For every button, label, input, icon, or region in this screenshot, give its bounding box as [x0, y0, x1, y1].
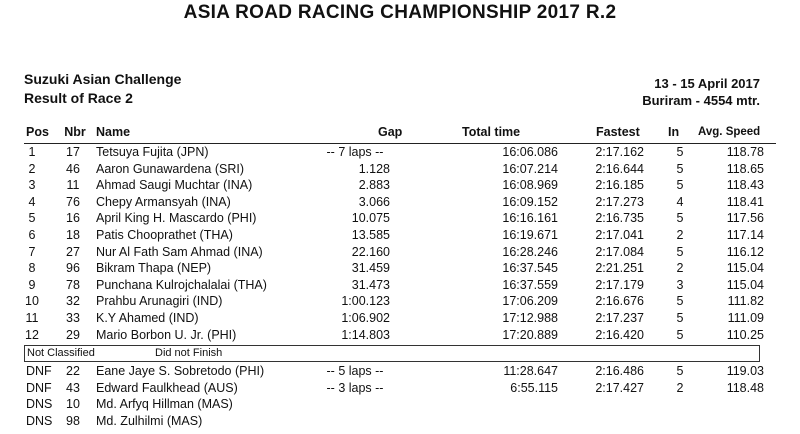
page-title: ASIA ROAD RACING CHAMPIONSHIP 2017 R.2: [183, 2, 617, 23]
result-total-time: 16:28.246: [502, 244, 558, 259]
table-row: [0, 195, 800, 212]
result-pos: 1: [28, 145, 36, 159]
table-row: [0, 364, 800, 381]
result-fastest-in-lap: 5: [676, 145, 684, 159]
rider-name: April King H. Mascardo (PHI): [96, 211, 257, 226]
rider-name: Chepy Armansyah (INA): [96, 194, 231, 209]
result-fastest-lap: 2:16.644: [595, 161, 644, 176]
result-gap: 1:06.902: [341, 310, 390, 325]
result-avg-speed: 118.43: [726, 178, 764, 193]
result-gap: 31.473: [351, 277, 390, 292]
rider-name: Eane Jaye S. Sobretodo (PHI): [96, 364, 265, 379]
table-row: [0, 245, 800, 262]
result-avg-speed: 118.78: [726, 145, 764, 159]
result-nbr: 22: [66, 364, 80, 379]
event-venue: Buriram - 4554 mtr.: [642, 93, 760, 108]
result-gap: 13.585: [351, 227, 390, 242]
rider-name: Mario Borbon U. Jr. (PHI): [96, 327, 237, 342]
result-fastest-in-lap: 5: [676, 161, 684, 176]
result-fastest-lap: 2:21.251: [595, 261, 644, 276]
result-nbr: 16: [66, 211, 80, 226]
result-nbr: 76: [66, 194, 80, 209]
result-fastest-in-lap: 5: [676, 178, 684, 193]
result-pos: 10: [25, 294, 39, 309]
result-nbr: 46: [66, 161, 80, 176]
result-avg-speed: 115.04: [726, 277, 764, 292]
result-nbr: 17: [66, 145, 80, 159]
result-gap: 1.128: [358, 161, 390, 176]
result-nbr: 32: [66, 294, 80, 309]
rider-name: Edward Faulkhead (AUS): [96, 380, 238, 395]
result-avg-speed: 116.12: [726, 244, 764, 259]
table-row: [0, 294, 800, 311]
result-pos: DNS: [26, 413, 53, 428]
result-fastest-lap: 2:16.185: [595, 178, 644, 193]
result-pos: 12: [25, 327, 39, 342]
result-gap: 2.883: [358, 178, 390, 193]
result-nbr: 29: [66, 327, 80, 342]
result-fastest-in-lap: 2: [676, 261, 684, 276]
table-row: [0, 414, 800, 431]
table-row: [0, 278, 800, 295]
result-nbr: 43: [66, 380, 80, 395]
col-fastest: Fastest: [596, 125, 640, 139]
rider-name: Punchana Kulrojchalalai (THA): [96, 277, 267, 292]
result-nbr: 33: [66, 310, 80, 325]
result-total-time: 16:19.671: [502, 227, 558, 242]
result-total-time: 16:07.214: [502, 161, 558, 176]
result-fastest-lap: 2:17.273: [595, 194, 644, 209]
result-fastest-lap: 2:17.084: [595, 244, 644, 259]
result-total-time: 11:28.647: [503, 364, 558, 379]
result-avg-speed: 110.25: [726, 327, 764, 342]
results-column-headers: [0, 125, 800, 141]
table-row: [0, 261, 800, 278]
result-total-time: 16:37.545: [502, 261, 558, 276]
result-fastest-lap: 2:16.420: [595, 327, 644, 342]
result-total-time: 6:55.115: [510, 380, 558, 395]
result-fastest-in-lap: 2: [676, 227, 684, 242]
rider-name: Prahbu Arunagiri (IND): [96, 294, 223, 309]
result-pos: 5: [28, 211, 36, 226]
col-pos: Pos: [26, 125, 49, 139]
header-divider: [24, 143, 776, 144]
class-name: Suzuki Asian Challenge: [24, 71, 182, 87]
result-total-time: 16:09.152: [502, 194, 558, 209]
classified-rows: [0, 145, 800, 344]
result-fastest-lap: 2:17.179: [595, 277, 644, 292]
result-total-time: 17:06.209: [502, 294, 558, 309]
result-fastest-in-lap: 2: [676, 380, 684, 395]
rider-name: Aaron Gunawardena (SRI): [96, 161, 244, 176]
result-avg-speed: 117.56: [726, 211, 764, 226]
result-fastest-lap: 2:17.162: [595, 145, 644, 159]
not-classified-rows: [0, 364, 800, 430]
result-gap: 3.066: [358, 194, 390, 209]
result-nbr: 18: [66, 227, 80, 242]
table-row: [0, 145, 800, 162]
event-header: [24, 70, 181, 108]
result-pos: 9: [28, 277, 36, 292]
table-row: [0, 162, 800, 179]
result-avg-speed: 118.65: [726, 161, 764, 176]
result-total-time: 17:20.889: [502, 327, 558, 342]
result-fastest-in-lap: 4: [676, 194, 684, 209]
result-pos: DNF: [26, 380, 52, 395]
col-avg-speed: Avg. Speed: [698, 126, 761, 138]
result-pos: 2: [28, 161, 36, 176]
rider-name: Patis Chooprathet (THA): [96, 227, 233, 242]
col-name: Name: [96, 125, 131, 139]
result-avg-speed: 119.03: [726, 364, 764, 379]
result-fastest-in-lap: 5: [676, 211, 684, 226]
result-fastest-in-lap: 5: [676, 364, 684, 379]
result-gap: 1:00.123: [341, 294, 390, 309]
col-gap: Gap: [378, 125, 403, 139]
event-dates: 13 - 15 April 2017: [654, 76, 760, 91]
session-name: Result of Race 2: [24, 90, 133, 106]
not-classified-bar: [24, 345, 760, 362]
result-nbr: 96: [66, 261, 80, 276]
col-in: In: [668, 125, 680, 139]
result-avg-speed: 118.48: [726, 380, 764, 395]
result-pos: 11: [25, 310, 39, 325]
rider-name: Md. Arfyq Hillman (MAS): [96, 397, 233, 412]
not-classified-status: Did not Finish: [155, 347, 223, 360]
table-row: [0, 397, 800, 414]
result-nbr: 78: [66, 277, 80, 292]
result-total-time: 16:06.086: [502, 145, 558, 159]
result-pos: 7: [28, 244, 36, 259]
not-classified-label: Not Classified: [27, 347, 95, 360]
rider-name: Bikram Thapa (NEP): [96, 261, 212, 276]
result-gap: 10.075: [351, 211, 390, 226]
result-pos: DNS: [26, 397, 53, 412]
result-gap: -- 7 laps --: [326, 145, 384, 159]
result-pos: 4: [28, 194, 36, 209]
result-fastest-in-lap: 5: [676, 327, 684, 342]
table-row: [0, 178, 800, 195]
result-fastest-lap: 2:17.427: [595, 380, 644, 395]
result-pos: 6: [28, 227, 36, 242]
result-fastest-lap: 2:17.237: [595, 310, 644, 325]
result-total-time: 17:12.988: [502, 310, 558, 325]
result-avg-speed: 117.14: [726, 227, 764, 242]
result-gap: -- 3 laps --: [326, 380, 384, 395]
result-fastest-in-lap: 5: [676, 244, 684, 259]
result-avg-speed: 111.82: [727, 294, 764, 309]
result-fastest-lap: 2:17.041: [595, 227, 644, 242]
result-fastest-lap: 2:16.486: [595, 364, 644, 379]
table-row: [0, 228, 800, 245]
result-pos: DNF: [26, 364, 52, 379]
result-pos: 3: [28, 178, 36, 193]
result-nbr: 27: [66, 244, 80, 259]
rider-name: Tetsuya Fujita (JPN): [96, 145, 209, 159]
result-pos: 8: [28, 261, 36, 276]
result-avg-speed: 111.09: [727, 310, 764, 325]
result-nbr: 10: [66, 397, 80, 412]
rider-name: Nur Al Fath Sam Ahmad (INA): [96, 244, 263, 259]
table-row: [0, 211, 800, 228]
result-total-time: 16:37.559: [502, 277, 558, 292]
rider-name: K.Y Ahamed (IND): [96, 310, 199, 325]
result-avg-speed: 115.04: [726, 261, 764, 276]
result-gap: 22.160: [351, 244, 390, 259]
table-row: [0, 311, 800, 328]
col-nbr: Nbr: [64, 125, 86, 139]
result-avg-speed: 118.41: [726, 194, 764, 209]
table-row: [0, 328, 800, 345]
col-total-time: Total time: [462, 125, 521, 139]
result-fastest-in-lap: 5: [676, 310, 684, 325]
result-gap: -- 5 laps --: [326, 364, 384, 379]
result-fastest-lap: 2:16.735: [595, 211, 644, 226]
result-total-time: 16:08.969: [502, 178, 558, 193]
result-total-time: 16:16.161: [502, 211, 558, 226]
rider-name: Ahmad Saugi Muchtar (INA): [96, 178, 253, 193]
result-fastest-in-lap: 5: [676, 294, 684, 309]
result-nbr: 11: [66, 178, 80, 193]
result-gap: 31.459: [351, 261, 390, 276]
result-fastest-in-lap: 3: [676, 277, 684, 292]
event-info: [642, 75, 760, 109]
result-nbr: 98: [66, 413, 80, 428]
result-fastest-lap: 2:16.676: [595, 294, 644, 309]
table-row: [0, 381, 800, 398]
result-gap: 1:14.803: [341, 327, 390, 342]
results-table: [0, 145, 800, 431]
rider-name: Md. Zulhilmi (MAS): [96, 413, 203, 428]
